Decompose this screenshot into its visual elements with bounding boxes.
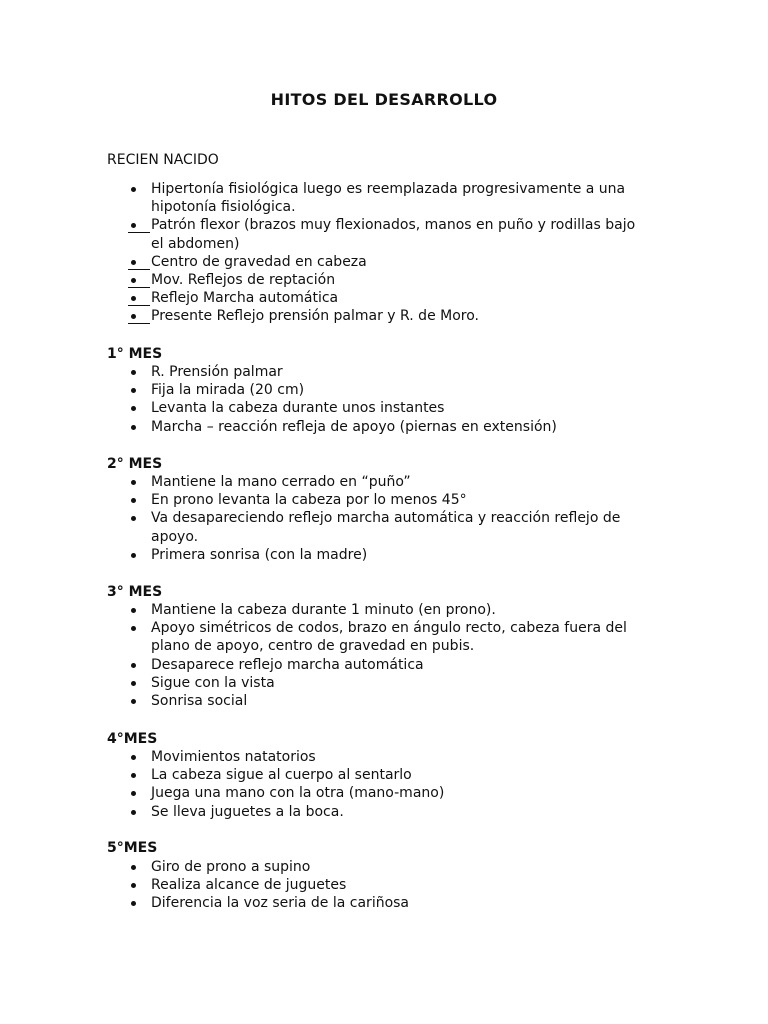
- list-item: Giro de prono a supino: [107, 858, 647, 876]
- list-item: Movimientos natatorios: [107, 748, 647, 766]
- list-item: Sigue con la vista: [107, 674, 647, 692]
- bullet-icon: [128, 656, 152, 674]
- list-item: Apoyo simétricos de codos, brazo en ángulo recto, cabeza fuera del plano de apoyo, centro de gravedad en pubis.: [107, 619, 647, 655]
- bullet-icon: [128, 289, 152, 307]
- bullet-icon: [128, 601, 152, 619]
- list-item: Se lleva juguetes a la boca.: [107, 803, 647, 821]
- list-item: Realiza alcance de juguetes: [107, 876, 647, 894]
- bullet-icon: [128, 766, 152, 784]
- section-heading-mes-4: 4°MES: [107, 731, 158, 747]
- list-item: Centro de gravedad en cabeza: [107, 253, 647, 271]
- list-item: Presente Reflejo prensión palmar y R. de Moro.: [107, 307, 647, 325]
- bullet-icon: [128, 803, 152, 821]
- list-item: En prono levanta la cabeza por lo menos 45°: [107, 491, 647, 509]
- section-list-mes-2: [107, 473, 647, 564]
- bullet-icon: [128, 307, 152, 325]
- bullet-icon: [128, 491, 152, 509]
- list-item: Sonrisa social: [107, 692, 647, 710]
- bullet-icon: [128, 894, 152, 912]
- list-item: Hipertonía fisiológica luego es reemplazada progresivamente a una hipotonía fisiológica.: [107, 180, 647, 216]
- section-heading-mes-3: 3° MES: [107, 584, 163, 600]
- bullet-icon: [128, 473, 152, 491]
- section-list-mes-3: [107, 601, 647, 710]
- bullet-icon: [128, 399, 152, 417]
- section-list-mes-5: [107, 858, 647, 913]
- list-item: Levanta la cabeza durante unos instantes: [107, 399, 647, 417]
- list-item: Va desapareciendo reflejo marcha automática y reacción reflejo de apoyo.: [107, 509, 647, 545]
- list-item: Desaparece reflejo marcha automática: [107, 656, 647, 674]
- list-item: La cabeza sigue al cuerpo al sentarlo: [107, 766, 647, 784]
- section-list-recien-nacido: [107, 180, 647, 326]
- list-item: Marcha – reacción refleja de apoyo (piernas en extensión): [107, 418, 647, 436]
- bullet-icon: [128, 692, 152, 710]
- bullet-icon: [128, 858, 152, 876]
- section-heading-mes-1: 1° MES: [107, 346, 163, 362]
- page-title: HITOS DEL DESARROLLO: [270, 90, 498, 109]
- list-item: Primera sonrisa (con la madre): [107, 546, 647, 564]
- bullet-icon: [128, 381, 152, 399]
- bullet-icon: [128, 784, 152, 802]
- bullet-icon: [128, 674, 152, 692]
- section-heading-mes-5: 5°MES: [107, 840, 158, 856]
- list-item: Juega una mano con la otra (mano-mano): [107, 784, 647, 802]
- list-item: Mantiene la cabeza durante 1 minuto (en prono).: [107, 601, 647, 619]
- bullet-icon: [128, 271, 152, 289]
- section-heading-mes-2: 2° MES: [107, 456, 163, 472]
- list-item: R. Prensión palmar: [107, 363, 647, 381]
- list-item: Mantiene la mano cerrado en “puño”: [107, 473, 647, 491]
- bullet-icon: [128, 363, 152, 381]
- section-list-mes-1: [107, 363, 647, 436]
- list-item: Diferencia la voz seria de la cariñosa: [107, 894, 647, 912]
- bullet-icon: [128, 180, 152, 198]
- bullet-icon: [128, 509, 152, 527]
- bullet-icon: [128, 876, 152, 894]
- bullet-icon: [128, 253, 152, 271]
- bullet-icon: [128, 418, 152, 436]
- bullet-icon: [128, 216, 152, 234]
- list-item: Reflejo Marcha automática: [107, 289, 647, 307]
- list-item: Mov. Reflejos de reptación: [107, 271, 647, 289]
- list-item: Patrón flexor (brazos muy flexionados, manos en puño y rodillas bajo el abdomen): [107, 216, 647, 252]
- list-item: Fija la mirada (20 cm): [107, 381, 647, 399]
- bullet-icon: [128, 546, 152, 564]
- bullet-icon: [128, 748, 152, 766]
- bullet-icon: [128, 619, 152, 637]
- section-list-mes-4: [107, 748, 647, 821]
- section-heading-recien-nacido: RECIEN NACIDO: [107, 152, 219, 168]
